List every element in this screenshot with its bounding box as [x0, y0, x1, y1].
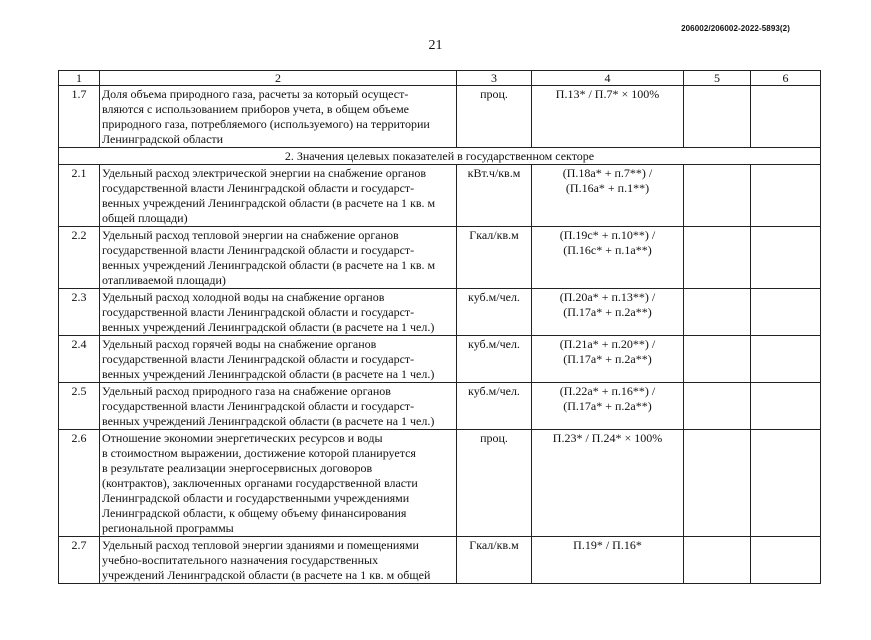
- description-text: Удельный расход тепловой энергии на снабжение органов государственной власти Ленинградской области и государст- венных учреждений Ленинградской области (в расчете на 1 кв. м отапливаемой площади): [102, 228, 436, 287]
- row-unit: кВт.ч/кв.м: [457, 165, 532, 227]
- description-text: Удельный расход горячей воды на снабжение органов государственной власти Ленинградской области и государст- венных учреждений Ленинградской области (в расчете на 1 чел.): [102, 337, 435, 381]
- page-number: 21: [428, 38, 443, 53]
- row-description: [100, 165, 457, 227]
- row-value-col6: [751, 430, 821, 537]
- description-text: Доля объема природного газа, расчеты за который осущест- вляются с использованием приборов учета, в общем объеме природного газа, потребляемого (используемого) на территории Ленинградской области: [102, 87, 430, 146]
- row-unit: проц.: [457, 86, 532, 148]
- row-value-col5: [684, 336, 751, 383]
- row-number: 2.2: [59, 227, 100, 289]
- description-text: Отношение экономии энергетических ресурсов и воды в стоимостном выражении, достижение которой планируется в результате реализации энергосервисных договоров (контрактов), заключенных органами государственной власти Ленинградской области и государственными учреждениями Ленинградской области, к общему объему финансирования региональной программы: [102, 431, 418, 535]
- row-value-col6: [751, 537, 821, 584]
- row-number: 2.4: [59, 336, 100, 383]
- formula-line: П.23* / П.24* × 100%: [552, 431, 663, 445]
- row-value-col5: [684, 537, 751, 584]
- row-value-col6: [751, 227, 821, 289]
- section-title: 2. Значения целевых показателей в государственном секторе: [59, 148, 821, 165]
- row-description: [100, 336, 457, 383]
- formula-line: (П.17а* + п.2а**): [563, 305, 652, 319]
- row-unit: Гкал/кв.м: [457, 227, 532, 289]
- row-description: [100, 537, 457, 584]
- row-value-col6: [751, 165, 821, 227]
- row-unit: проц.: [457, 430, 532, 537]
- formula-line: (П.17а* + п.2а**): [563, 352, 652, 366]
- row-value-col5: [684, 383, 751, 430]
- row-description: [100, 289, 457, 336]
- row-number: 1.7: [59, 86, 100, 148]
- header-cell: 5: [684, 71, 751, 86]
- header-cell: 6: [751, 71, 821, 86]
- row-value-col6: [751, 336, 821, 383]
- table-row: [59, 430, 821, 537]
- row-formula: [532, 336, 684, 383]
- row-formula: [532, 430, 684, 537]
- table-row: [59, 227, 821, 289]
- table-body: [59, 71, 821, 584]
- description-text: Удельный расход электрической энергии на снабжение органов государственной власти Ленинградской области и государст- венных учреждений Ленинградской области (в расчете на 1 кв. м общей площади): [102, 166, 436, 225]
- row-formula: [532, 289, 684, 336]
- row-value-col5: [684, 227, 751, 289]
- row-formula: [532, 165, 684, 227]
- formula-line: (П.16а* + п.1**): [565, 181, 650, 195]
- row-description: [100, 86, 457, 148]
- formula-line: (П.19с* + п.10**) /: [559, 228, 656, 242]
- row-value-col6: [751, 86, 821, 148]
- row-value-col5: [684, 165, 751, 227]
- row-formula: [532, 227, 684, 289]
- row-value-col5: [684, 430, 751, 537]
- row-number: 2.7: [59, 537, 100, 584]
- row-unit: куб.м/чел.: [457, 336, 532, 383]
- header-cell: 1: [59, 71, 100, 86]
- formula-line: (П.16с* + п.1а**): [563, 243, 652, 257]
- header-cell: 4: [532, 71, 684, 86]
- description-text: Удельный расход холодной воды на снабжение органов государственной власти Ленинградской области и государст- венных учреждений Ленинградской области (в расчете на 1 чел.): [102, 290, 435, 334]
- row-description: [100, 227, 457, 289]
- table-row: [59, 383, 821, 430]
- header-cell: 2: [100, 71, 457, 86]
- table-row: [59, 165, 821, 227]
- row-description: [100, 383, 457, 430]
- row-formula: [532, 537, 684, 584]
- formula-line: (П.22а* + п.16**) /: [559, 384, 656, 398]
- section-header-row: [59, 148, 821, 165]
- table-header-row: [59, 71, 821, 86]
- formula-line: (П.18а* + п.7**) /: [562, 166, 653, 180]
- row-number: 2.3: [59, 289, 100, 336]
- row-unit: куб.м/чел.: [457, 289, 532, 336]
- table-row: [59, 537, 821, 584]
- formula-line: П.13* / П.7* × 100%: [555, 87, 660, 101]
- header-cell: 3: [457, 71, 532, 86]
- row-value-col6: [751, 289, 821, 336]
- formula-line: (П.20а* + п.13**) /: [559, 290, 656, 304]
- row-value-col5: [684, 86, 751, 148]
- indicators-table: [58, 70, 821, 584]
- formula-line: (П.17а* + п.2а**): [563, 399, 652, 413]
- formula-line: (П.21а* + п.20**) /: [559, 337, 656, 351]
- formula-line: П.19* / П.16*: [573, 538, 642, 552]
- row-number: 2.5: [59, 383, 100, 430]
- document-code: 206002/206002-2022-5893(2): [681, 24, 790, 33]
- table-row: [59, 86, 821, 148]
- description-text: Удельный расход тепловой энергии зданиями и помещениями учебно-воспитательного назначения государственных учреждений Ленинградской области (в расчете на 1 кв. м общей: [102, 538, 431, 582]
- row-number: 2.1: [59, 165, 100, 227]
- row-description: [100, 430, 457, 537]
- table-row: [59, 289, 821, 336]
- row-number: 2.6: [59, 430, 100, 537]
- row-value-col6: [751, 383, 821, 430]
- row-unit: куб.м/чел.: [457, 383, 532, 430]
- row-value-col5: [684, 289, 751, 336]
- row-formula: [532, 86, 684, 148]
- table-row: [59, 336, 821, 383]
- row-unit: Гкал/кв.м: [457, 537, 532, 584]
- row-formula: [532, 383, 684, 430]
- description-text: Удельный расход природного газа на снабжение органов государственной власти Ленинградской области и государст- венных учреждений Ленинградской области (в расчете на 1 чел.): [102, 384, 435, 428]
